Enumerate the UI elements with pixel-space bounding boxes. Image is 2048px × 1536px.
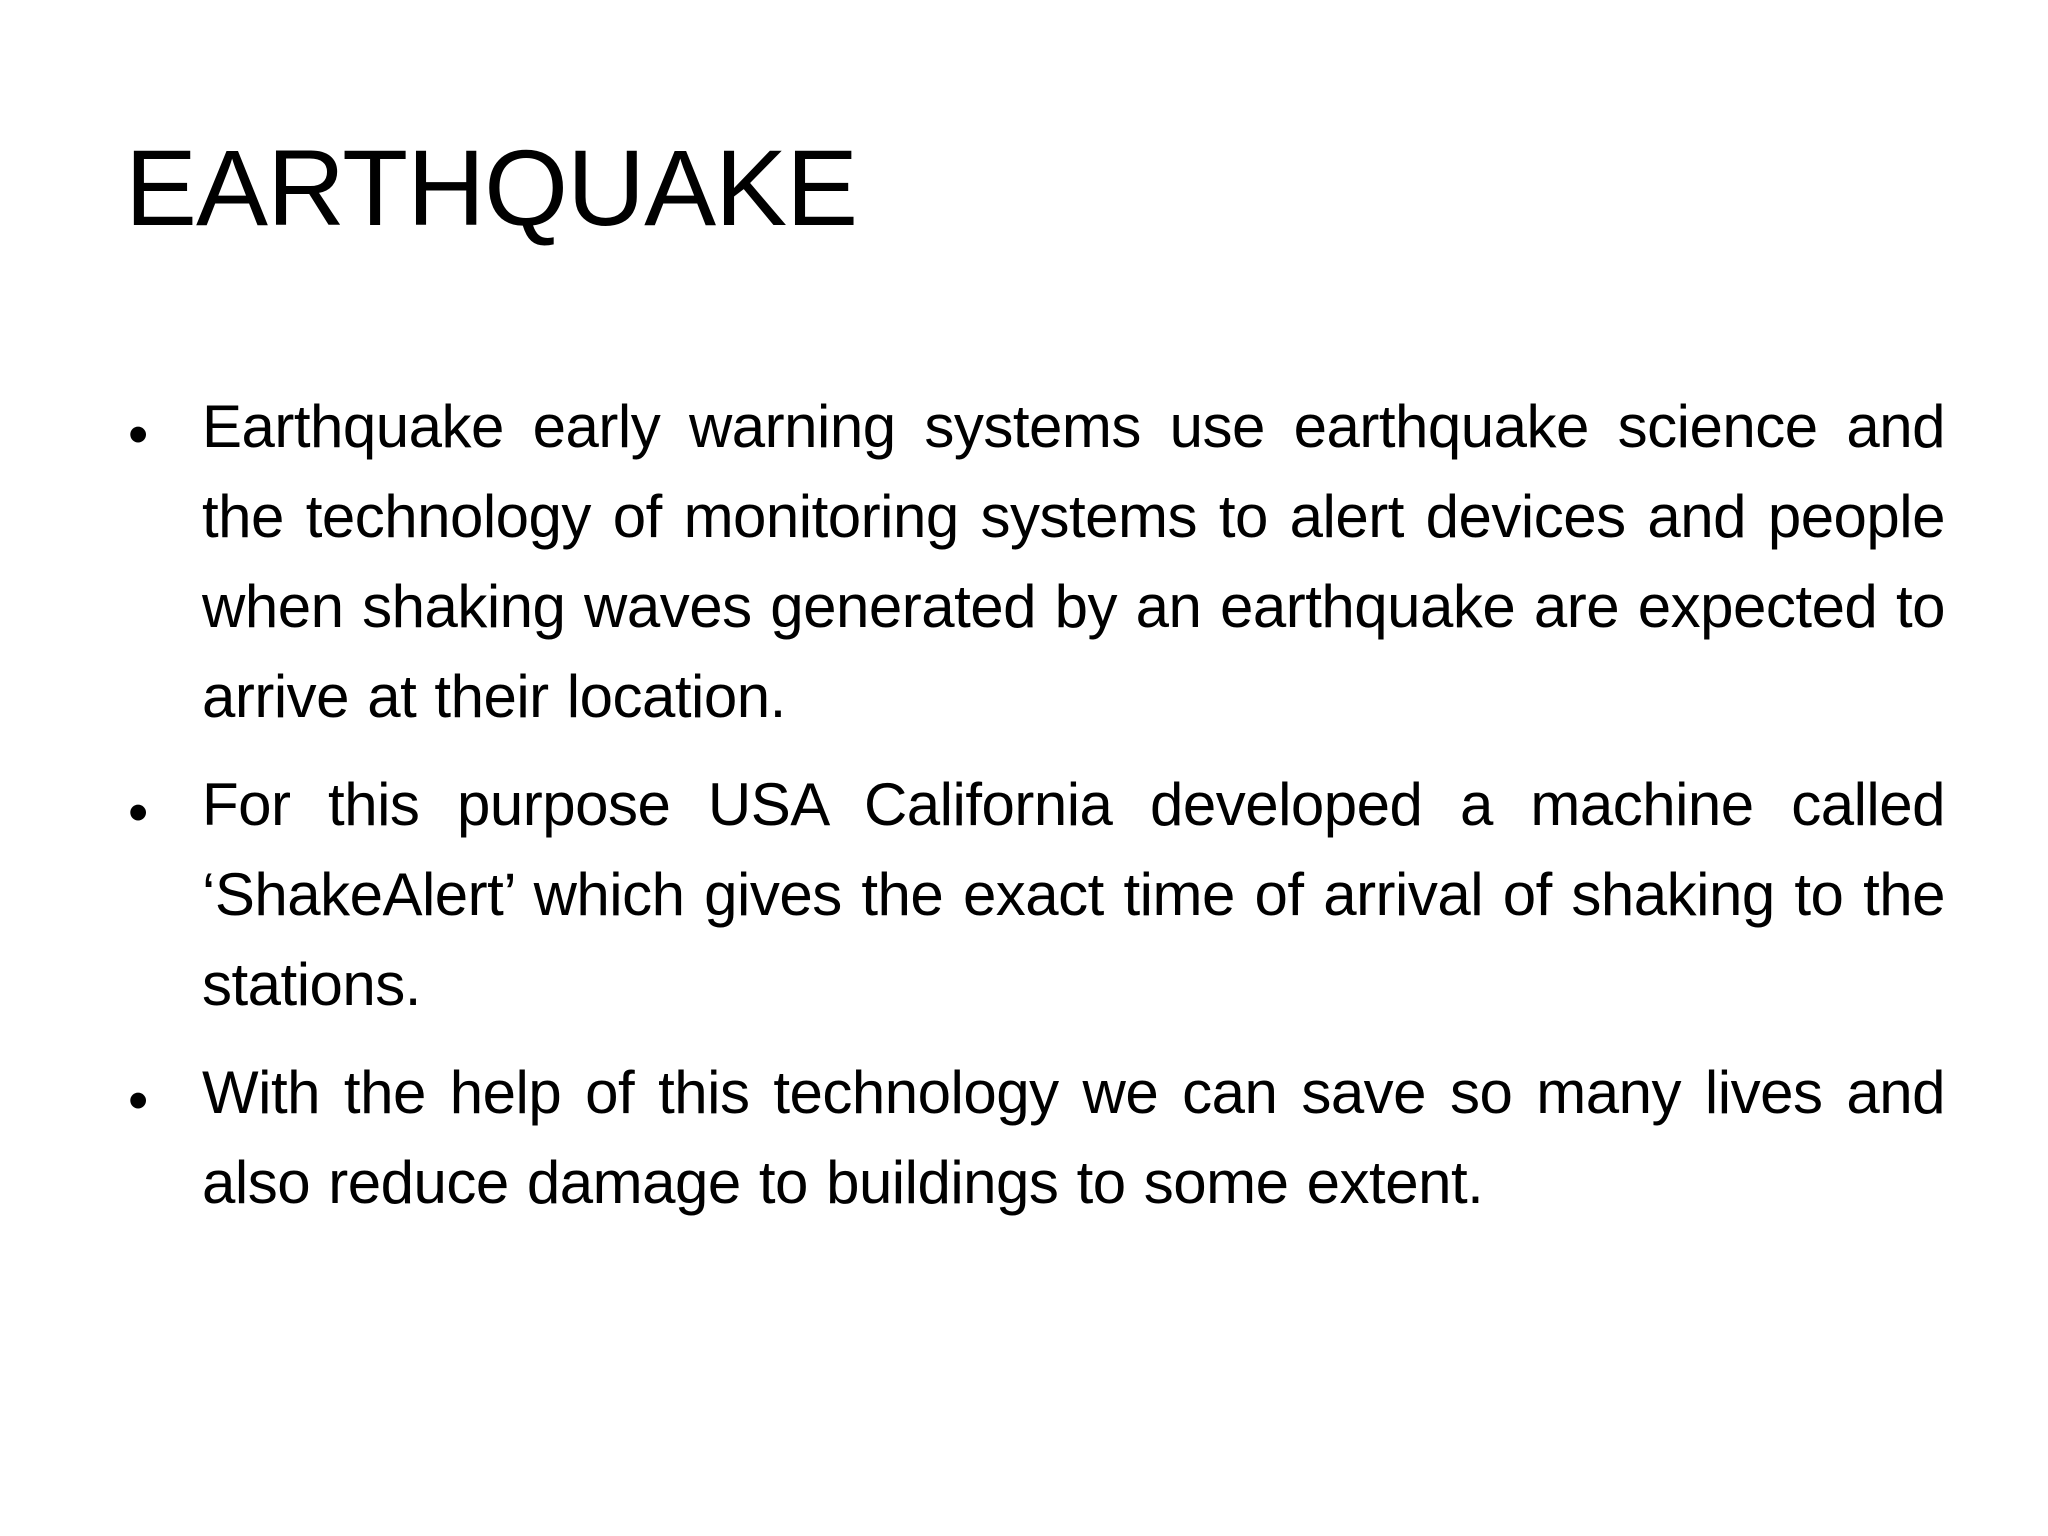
bullet-item <box>120 382 1945 742</box>
bullet-list <box>120 382 1945 1246</box>
bullet-marker: • <box>128 780 149 845</box>
bullet-text: With the help of this technology we can save so many lives and also reduce damage to buildings to some extent. <box>202 1059 1945 1216</box>
bullet-marker: • <box>128 402 149 467</box>
bullet-text: For this purpose USA California developed a machine called ‘ShakeAlert’ which gives the exact time of arrival of shaking to the stations. <box>202 771 1945 1018</box>
bullet-item <box>120 760 1945 1030</box>
bullet-marker: • <box>128 1068 149 1133</box>
bullet-item <box>120 1048 1945 1228</box>
slide-title: EARTHQUAKE <box>125 127 858 248</box>
bullet-text: Earthquake early warning systems use earthquake science and the technology of monitoring systems to alert devices and people when shaking waves generated by an earthquake are expected to arrive at their location. <box>202 393 1945 730</box>
